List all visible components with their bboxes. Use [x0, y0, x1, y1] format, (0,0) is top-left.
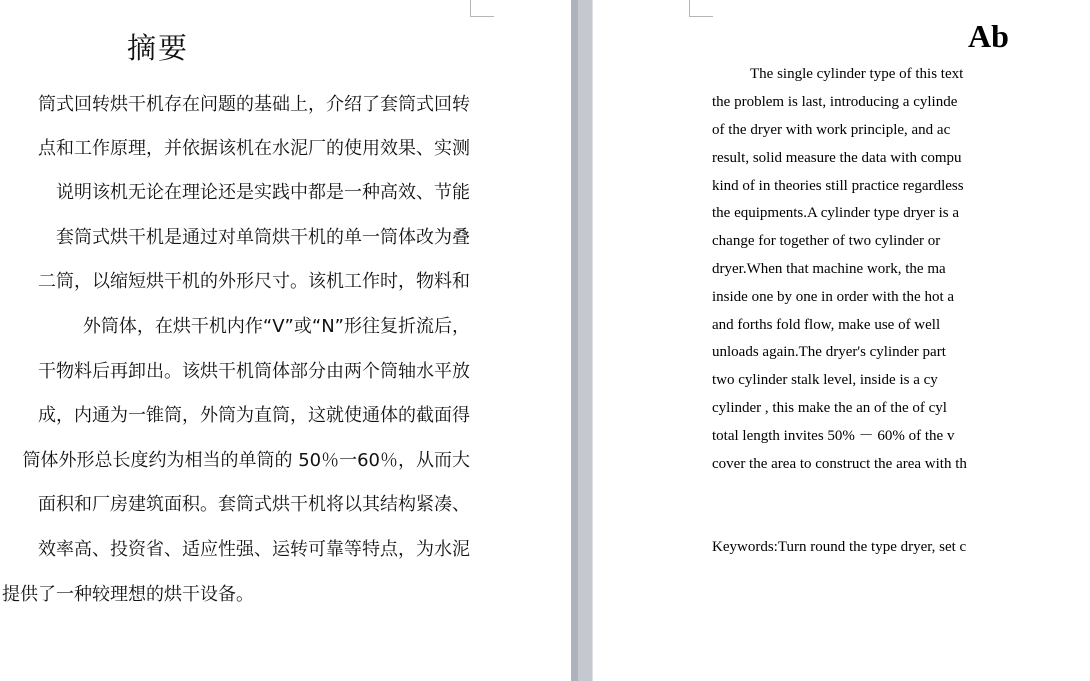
abstract-line: 点和工作原理，并依据该机在水泥厂的使用效果、实测: [38, 138, 470, 159]
abstract-en-line: unloads again.The dryer's cylinder part: [712, 344, 946, 360]
abstract-en-line: The single cylinder type of this text: [750, 66, 964, 82]
keywords-line: Keywords:Turn round the type dryer, set c: [712, 539, 967, 555]
page-title-chinese: 摘要: [126, 31, 189, 65]
abstract-line: 干物料后再卸出。该烘干机筒体部分由两个筒轴水平放: [38, 361, 470, 382]
abstract-en-line: cylinder , this make the an of the of cyl: [712, 400, 947, 416]
abstract-en-line: change for together of two cylinder or: [712, 233, 941, 249]
abstract-line: 效率高、投资省、适应性强、运转可靠等特点，为水泥: [38, 539, 470, 560]
abstract-line-last-text: 提供了一种较理想的烘干设备。: [2, 584, 254, 605]
abstract-en-line: cover the area to construct the area with th: [712, 456, 967, 472]
abstract-en-line: the equipments.A cylinder type dryer is a: [712, 205, 960, 221]
margin-corner-mark: [470, 0, 494, 17]
abstract-en-line: result, solid measure the data with compu: [712, 150, 962, 166]
abstract-en-line: of the dryer with work principle, and ac: [712, 122, 951, 138]
abstract-en-line: the problem is last, introducing a cylinde: [712, 94, 958, 110]
abstract-line: 筒体外形总长度约为相当的单筒的 50％一60％，从而大: [22, 450, 470, 471]
margin-corner-mark: [689, 0, 713, 17]
abstract-line-last: [0, 580, 470, 610]
abstract-line: 外筒体，在烘干机内作“V”或“N”形往复折流后，: [82, 316, 470, 337]
page-gutter: [571, 0, 593, 681]
abstract-en-line: inside one by one in order with the hot a: [712, 289, 955, 305]
abstract-en-line: and forths fold flow, make use of well: [712, 317, 941, 333]
abstract-line: 成，内通为一锥筒，外筒为直筒，这就使通体的截面得: [38, 405, 470, 426]
abstract-line: 二筒，以缩短烘干机的外形尺寸。该机工作时，物料和: [38, 271, 470, 292]
abstract-en-line: kind of in theories still practice regardless: [712, 178, 964, 194]
gutter-shadow: [571, 0, 578, 681]
abstract-line: 筒式回转烘干机存在问题的基础上，介绍了套筒式回转: [38, 94, 470, 115]
abstract-en-line: dryer.When that machine work, the ma: [712, 261, 946, 277]
abstract-en-line: total length invites 50% － 60% of the v: [712, 428, 955, 444]
abstract-line: 套筒式烘干机是通过对单筒烘干机的单一筒体改为叠: [56, 227, 470, 248]
abstract-line: 面积和厂房建筑面积。套筒式烘干机将以其结构紧凑、: [38, 494, 470, 515]
page-title-english: Ab: [968, 18, 1009, 54]
abstract-en-line: two cylinder stalk level, inside is a cy: [712, 372, 938, 388]
abstract-line: 说明该机无论在理论还是实践中都是一种高效、节能: [56, 182, 470, 203]
